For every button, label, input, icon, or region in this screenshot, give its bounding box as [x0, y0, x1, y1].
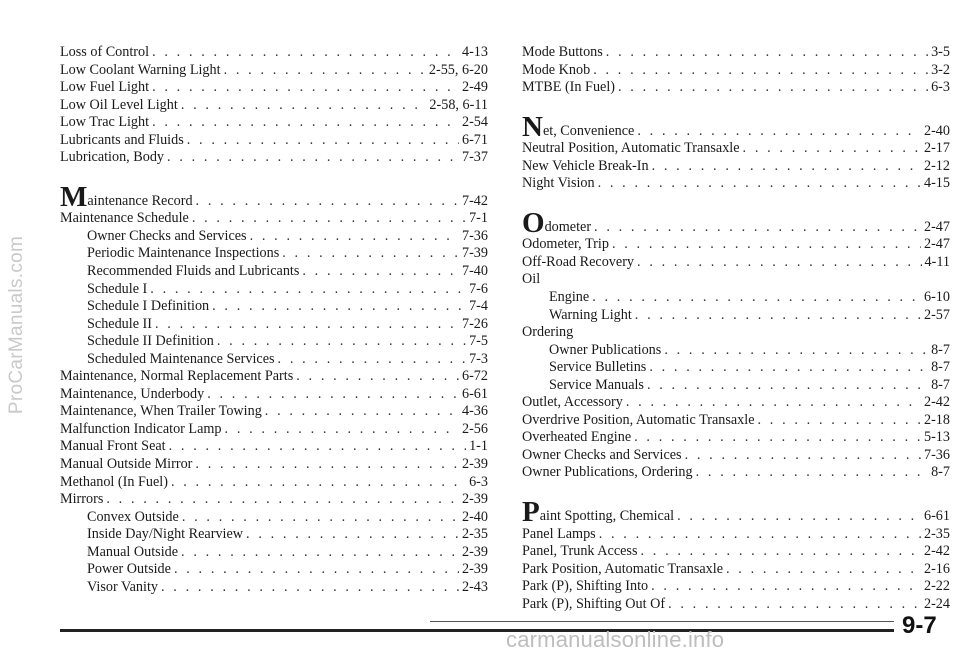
dot-leader [302, 263, 459, 281]
index-term: Manual Outside Mirror [60, 456, 193, 473]
index-entry [60, 438, 488, 456]
index-term: Panel, Trunk Access [522, 543, 638, 560]
dot-leader [647, 377, 928, 395]
index-term: Recommended Fluids and Lubricants [87, 263, 300, 280]
section-letter: P [522, 496, 540, 529]
index-term: Owner Publications [549, 341, 662, 358]
footer-rule [60, 629, 894, 632]
index-subentry [60, 263, 488, 281]
page-number: 9-7 [902, 612, 937, 639]
index-page-ref: 7-36 [923, 446, 950, 463]
index-term: aint Spotting, Chemical [539, 508, 675, 525]
dot-leader [282, 245, 459, 263]
index-entry [522, 236, 950, 254]
index-entry [60, 456, 488, 474]
index-page-ref: 7-26 [461, 315, 488, 332]
index-page-ref: 7-42 [461, 192, 488, 209]
dot-leader [612, 236, 921, 254]
index-page-ref: 2-58, 6-11 [429, 96, 488, 113]
index-term: Low Coolant Warning Light [60, 61, 221, 78]
dot-leader [181, 544, 459, 562]
dot-leader [626, 394, 921, 412]
index-subentry [60, 526, 488, 544]
dot-leader [152, 114, 459, 132]
index-term: Manual Front Seat [60, 438, 166, 455]
index-term: Maintenance Schedule [60, 210, 189, 227]
index-entry [60, 114, 488, 132]
index-term: Overheated Engine [522, 429, 632, 446]
index-entry [522, 206, 950, 239]
index-subentry [60, 298, 488, 316]
dot-leader [171, 474, 466, 492]
index-entry [60, 491, 488, 509]
dot-leader [195, 456, 459, 474]
dot-leader [696, 464, 928, 482]
index-entry [60, 97, 488, 115]
index-page-ref: 6-10 [923, 289, 950, 306]
side-watermark [4, 0, 30, 649]
index-term: Schedule II [87, 315, 153, 332]
dot-leader [152, 79, 459, 97]
index-entry [522, 140, 950, 158]
index-page-ref: 2-12 [923, 157, 950, 174]
dot-leader [677, 508, 921, 526]
index-term: Schedule II Definition [87, 333, 214, 350]
dot-leader [224, 62, 426, 80]
index-page-ref: 7-39 [461, 245, 488, 262]
index-subentry [60, 509, 488, 527]
dot-leader [649, 359, 928, 377]
dot-leader [618, 79, 928, 97]
dot-leader [652, 158, 921, 176]
dot-leader [169, 438, 466, 456]
footer-rule-thin [430, 621, 894, 622]
dot-leader [246, 526, 459, 544]
index-page-ref: 2-56 [461, 420, 488, 437]
index-subentry [60, 228, 488, 246]
dot-leader [668, 596, 921, 614]
index-page-ref: 2-40 [461, 508, 488, 525]
index-entry [522, 596, 950, 614]
index-page-ref: 8-7 [931, 359, 950, 376]
dot-leader [637, 123, 921, 141]
index-term: Low Trac Light [60, 114, 150, 131]
index-page-ref: 8-7 [931, 376, 950, 393]
index-term: MTBE (In Fuel) [522, 79, 615, 96]
dot-leader [743, 140, 921, 158]
index-entry [522, 526, 950, 544]
index-page-ref: 6-3 [931, 79, 950, 96]
index-page-ref: 2-43 [461, 578, 488, 595]
index-subentry [60, 351, 488, 369]
index-term: Maintenance, Normal Replacement Parts [60, 368, 294, 385]
index-entry [522, 496, 950, 529]
section-letter: M [60, 180, 88, 213]
index-entry [60, 132, 488, 150]
side-watermark-text: ProCarManuals.com [6, 235, 27, 414]
index-page-ref: 3-5 [931, 44, 950, 60]
index-column-right [522, 44, 950, 613]
dot-leader [296, 368, 459, 386]
index-page-ref: 7-5 [469, 333, 488, 350]
index-group-m [60, 180, 488, 597]
index-entry [522, 62, 950, 80]
index-term: Periodic Maintenance Inspections [87, 245, 280, 262]
index-page-ref: 2-17 [923, 140, 950, 157]
index-page-ref: 2-24 [923, 595, 950, 612]
dot-leader [651, 578, 921, 596]
index-page-ref: 2-35 [923, 525, 950, 542]
index-group-n [522, 110, 950, 193]
index-term: New Vehicle Break-In [522, 157, 649, 174]
dot-leader [637, 254, 921, 272]
index-entry [60, 368, 488, 386]
index-entry [522, 254, 950, 272]
index-page-ref: 2-40 [923, 122, 950, 139]
index-page-ref: 2-47 [923, 236, 950, 253]
index-entry [60, 180, 488, 213]
index-term: Off-Road Recovery [522, 253, 635, 270]
dot-leader [594, 219, 921, 237]
index-term: dometer [544, 218, 592, 235]
index-term: Odometer, Trip [522, 236, 609, 253]
index-term: Schedule I [87, 280, 148, 297]
index-term: et, Convenience [542, 122, 635, 139]
index-entry [60, 474, 488, 492]
index-term: Maintenance, When Trailer Towing [60, 403, 262, 420]
index-subentry [522, 342, 950, 360]
index-term: Convex Outside [87, 508, 179, 525]
index-term: Owner Checks and Services [87, 227, 247, 244]
index-subentry [522, 307, 950, 325]
index-page-ref: 8-7 [931, 464, 950, 481]
index-page-ref: 6-72 [461, 368, 488, 385]
dot-leader [187, 132, 459, 150]
index-entry [522, 175, 950, 193]
index-subentry [60, 281, 488, 299]
index-entry [60, 149, 488, 167]
dot-leader [181, 97, 427, 115]
index-page-ref: 2-42 [923, 394, 950, 411]
index-term: Malfunction Indicator Lamp [60, 420, 222, 437]
index-term: Mirrors [60, 491, 104, 508]
index-term: Loss of Control [60, 44, 150, 60]
dot-leader [207, 386, 459, 404]
index-page-ref: 6-61 [923, 508, 950, 525]
index-subentry [60, 316, 488, 334]
index-term: Inside Day/Night Rearview [87, 526, 244, 543]
index-term: Owner Checks and Services [522, 446, 682, 463]
dot-leader [212, 298, 466, 316]
index-entry [522, 110, 950, 143]
dot-leader [155, 316, 459, 334]
index-page-ref: 2-39 [461, 543, 488, 560]
index-entry [522, 447, 950, 465]
dot-leader [592, 289, 921, 307]
dot-leader [250, 228, 459, 246]
index-column-left [60, 44, 488, 596]
dot-leader [635, 307, 921, 325]
dot-leader [225, 421, 459, 439]
index-term: Service Bulletins [549, 359, 647, 376]
index-term: aintenance Record [87, 192, 193, 209]
index-entry [60, 79, 488, 97]
index-page-ref: 1-1 [469, 438, 488, 455]
index-page-ref: 2-42 [923, 543, 950, 560]
dot-leader [174, 561, 459, 579]
index-entry [60, 421, 488, 439]
dot-leader [278, 351, 467, 369]
index-page-ref: 4-36 [461, 403, 488, 420]
dot-leader [152, 44, 459, 62]
index-term: Schedule I Definition [87, 298, 210, 315]
index-page-ref: 7-37 [461, 149, 488, 166]
dot-leader [664, 342, 928, 360]
index-entry [522, 44, 950, 62]
index-term: Service Manuals [549, 376, 644, 393]
dot-leader [685, 447, 921, 465]
index-page-ref: 2-49 [461, 79, 488, 96]
index-subentry [60, 579, 488, 597]
bottom-watermark: carmanualsonline.info [506, 627, 725, 652]
index-subentry [60, 333, 488, 351]
index-page-ref: 7-1 [469, 210, 488, 227]
index-page-ref: 2-39 [461, 561, 488, 578]
index-term: Maintenance, Underbody [60, 385, 205, 402]
index-term: Lubricants and Fluids [60, 131, 184, 148]
index-page-ref: 2-54 [461, 114, 488, 131]
index-page-ref: 5-13 [923, 429, 950, 446]
index-term: Neutral Position, Automatic Transaxle [522, 140, 740, 157]
dot-leader [758, 412, 921, 430]
index-heading-ordering: Ordering [522, 324, 574, 341]
index-page-ref: 6-3 [469, 473, 488, 490]
dot-leader [634, 429, 921, 447]
index-term: Low Oil Level Light [60, 96, 178, 113]
index-term: Night Vision [522, 175, 595, 192]
index-term: Visor Vanity [87, 578, 159, 595]
index-subentry [60, 561, 488, 579]
dot-leader [640, 543, 921, 561]
dot-leader [593, 62, 928, 80]
index-page-ref: 2-18 [923, 411, 950, 428]
index-page-ref: 2-35 [461, 526, 488, 543]
index-group-o [522, 206, 950, 482]
index-subentry [522, 289, 950, 307]
index-page-ref: 2-39 [461, 456, 488, 473]
dot-leader [726, 561, 921, 579]
index-term: Manual Outside [87, 543, 179, 560]
index-page-ref: 2-55, 6-20 [428, 61, 488, 78]
index-page-ref: 2-16 [923, 560, 950, 577]
dot-leader [265, 403, 459, 421]
index-term: Methanol (In Fuel) [60, 473, 168, 490]
index-group-p [522, 496, 950, 613]
index-page-ref: 7-36 [461, 227, 488, 244]
index-term: Panel Lamps [522, 525, 596, 542]
index-entry [60, 403, 488, 421]
index-page-ref: 4-11 [924, 253, 950, 270]
index-page-ref: 8-7 [931, 341, 950, 358]
index-term: Outlet, Accessory [522, 394, 623, 411]
index-term: Mode Buttons [522, 44, 603, 60]
index-entry [522, 543, 950, 561]
index-entry [522, 578, 950, 596]
dot-leader [167, 149, 459, 167]
index-page-ref: 6-61 [461, 385, 488, 402]
index-entry [60, 210, 488, 228]
index-term: Mode Knob [522, 61, 591, 78]
index-subentry [522, 377, 950, 395]
dot-leader [598, 175, 921, 193]
index-term: Park (P), Shifting Into [522, 578, 649, 595]
index-group-l [60, 44, 488, 167]
dot-leader [161, 579, 459, 597]
index-subentry [60, 544, 488, 562]
index-entry [522, 79, 950, 97]
dot-leader [599, 526, 921, 544]
index-term: Scheduled Maintenance Services [87, 350, 275, 367]
index-page-ref: 4-13 [461, 44, 488, 60]
index-term: Park (P), Shifting Out Of [522, 595, 666, 612]
index-entry [522, 561, 950, 579]
dot-leader [106, 491, 459, 509]
index-entry [60, 386, 488, 404]
index-entry [522, 464, 950, 482]
index-entry [522, 429, 950, 447]
index-page-ref: 7-4 [469, 298, 488, 315]
index-page-ref: 7-40 [461, 263, 488, 280]
index-term: Lubrication, Body [60, 149, 165, 166]
index-page-ref: 3-2 [931, 61, 950, 78]
dot-leader [182, 509, 459, 527]
index-term: Low Fuel Light [60, 79, 150, 96]
dot-leader [196, 193, 459, 211]
index-page-ref: 2-22 [923, 578, 950, 595]
dot-leader [217, 333, 466, 351]
index-entry [522, 158, 950, 176]
index-term: Warning Light [549, 306, 632, 323]
index-term: Overdrive Position, Automatic Transaxle [522, 411, 755, 428]
section-letter: O [522, 206, 545, 239]
index-subentry [522, 359, 950, 377]
index-entry [60, 62, 488, 80]
index-term: Owner Publications, Ordering [522, 464, 693, 481]
section-letter: N [522, 110, 543, 143]
index-page-ref: 2-57 [923, 306, 950, 323]
index-page-ref: 2-47 [923, 218, 950, 235]
dot-leader [192, 210, 466, 228]
index-page-ref: 7-3 [469, 350, 488, 367]
dot-leader [150, 281, 466, 299]
index-heading-oil: Oil [522, 271, 541, 288]
index-entry [522, 412, 950, 430]
index-entry [60, 44, 488, 62]
index-term: Power Outside [87, 561, 171, 578]
index-term: Engine [549, 289, 590, 306]
index-page-ref: 6-71 [461, 131, 488, 148]
index-term: Park Position, Automatic Transaxle [522, 560, 723, 577]
index-page-ref: 4-15 [923, 175, 950, 192]
index-entry [522, 394, 950, 412]
index-subentry [60, 245, 488, 263]
index-page-ref: 2-39 [461, 491, 488, 508]
index-page-ref: 7-6 [469, 280, 488, 297]
dot-leader [606, 44, 928, 62]
